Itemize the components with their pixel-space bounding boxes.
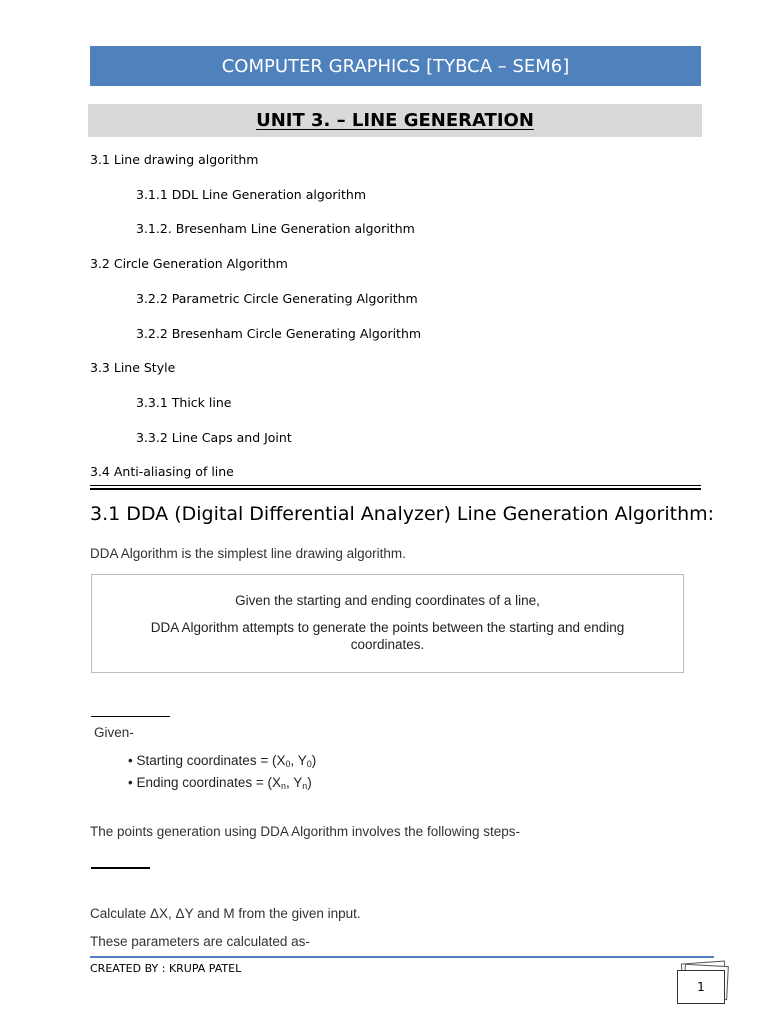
course-title: COMPUTER GRAPHICS [TYBCA – SEM6] [221,55,570,77]
bullet-ending-coordinates [128,775,312,791]
unit-title: UNIT 3. – LINE GENERATION [256,110,534,131]
toc-item: 3.2 Circle Generation Algorithm [90,256,288,271]
definition-line: coordinates. [350,637,425,652]
page-number-badge [676,962,732,1006]
step-text: Calculate ΔX, ΔY and M from the given input. [90,906,361,921]
toc-item: 3.2.2 Bresenham Circle Generating Algorithm [136,326,422,341]
course-header-bar [90,46,701,86]
footer-author: CREATED BY : KRUPA PATEL [90,962,242,975]
toc-item: 3.3.1 Thick line [136,395,232,410]
footer-rule [90,956,714,958]
section-divider [90,485,701,490]
subscript: 0 [285,759,291,769]
bullet-text: ) [311,753,317,768]
unit-title-bar [88,104,702,137]
bullet-icon: • [128,775,133,790]
separator-rule [91,867,150,869]
bullet-text: , Y [285,775,303,790]
intro-paragraph: DDA Algorithm is the simplest line drawing algorithm. [90,546,406,561]
bullet-text: Ending coordinates = (X [136,775,281,790]
toc-item: 3.1.2. Bresenham Line Generation algorithm [136,221,415,236]
toc-item: 3.4 Anti-aliasing of line [90,464,234,479]
step-note: These parameters are calculated as- [90,934,310,949]
page-number: 1 [677,970,725,1004]
toc-item: 3.3 Line Style [90,360,176,375]
toc-item: 3.2.2 Parametric Circle Generating Algorithm [136,291,418,306]
toc-item: 3.1.1 DDL Line Generation algorithm [136,187,367,202]
bullet-text: Starting coordinates = (X [136,753,286,768]
toc-item: 3.3.2 Line Caps and Joint [136,430,292,445]
separator-rule [91,716,170,717]
bullet-icon: • [128,753,133,768]
subscript: 0 [306,759,312,769]
definition-line: Given the starting and ending coordinates of a line, [235,593,540,608]
subscript: n [280,781,286,791]
steps-intro: The points generation using DDA Algorithm involves the following steps- [90,824,520,839]
definition-line: DDA Algorithm attempts to generate the points between the starting and ending [150,620,625,635]
section-heading: 3.1 DDA (Digital Differential Analyzer) Line Generation Algorithm: [90,503,715,525]
definition-box [91,574,684,673]
subscript: n [302,781,308,791]
toc-item: 3.1 Line drawing algorithm [90,152,259,167]
given-label: Given- [94,725,134,740]
bullet-text: ) [307,775,312,790]
bullet-starting-coordinates [128,753,316,769]
bullet-text: , Y [290,753,307,768]
